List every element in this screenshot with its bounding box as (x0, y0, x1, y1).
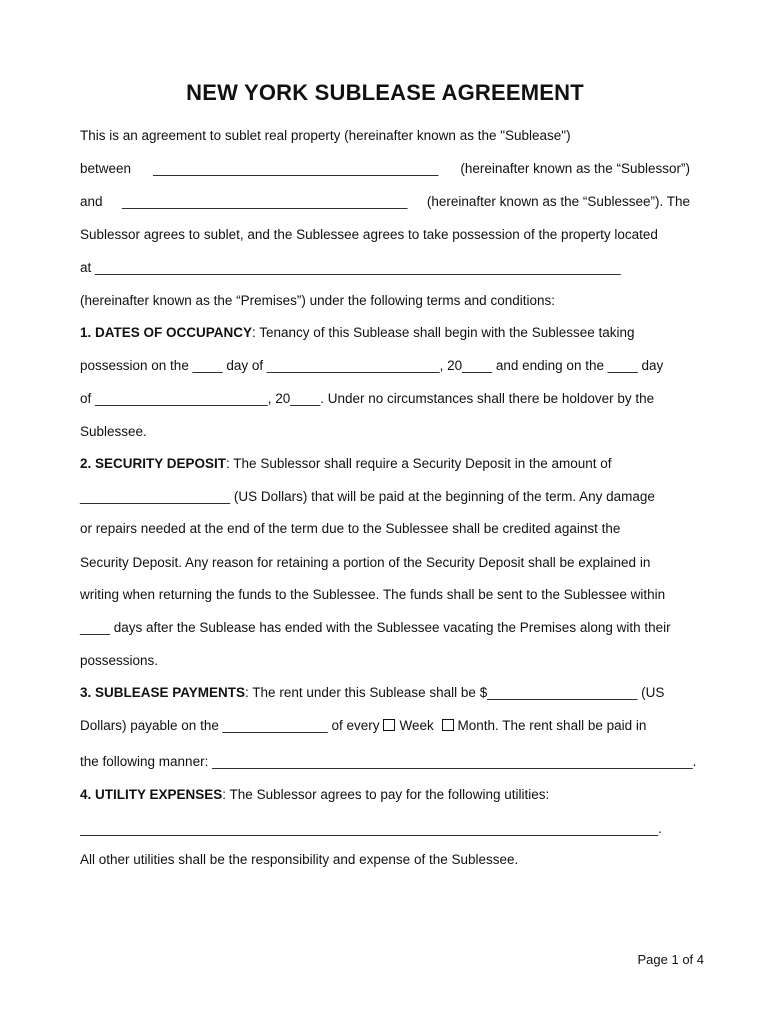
month-label: Month. The rent shall be paid in (457, 718, 647, 733)
intro-line-4: Sublessor agrees to sublet, and the Sublessee agrees to take possession of the property located (80, 227, 658, 242)
section-3-heading: 3. SUBLEASE PAYMENTS (80, 685, 246, 700)
sublessee-name-blank[interactable]: ______________________________________ (122, 194, 408, 209)
section-3-line-1 (80, 684, 690, 702)
intro-line-1: This is an agreement to sublet real property (hereinafter known as the "Sublease") (80, 128, 571, 143)
at-label: at (80, 260, 92, 275)
between-label: between (80, 161, 132, 176)
and-label: and (80, 194, 103, 209)
intro-line-2 (80, 160, 690, 178)
section-1-line-2[interactable]: possession on the ____ day of _______________________, 20____ and ending on the ____ day (80, 358, 664, 373)
page-number: Page 1 of 4 (637, 952, 704, 967)
sublessee-definition: (hereinafter known as the “Sublessee”). The (426, 194, 690, 209)
section-2-line-7: possessions. (80, 653, 159, 668)
section-2-line-6[interactable]: ____ days after the Sublease has ended with the Sublessee vacating the Premises along with their (80, 620, 671, 635)
section-4-line-1 (80, 786, 690, 804)
section-4-text: : The Sublessor agrees to pay for the following utilities: (222, 787, 550, 802)
section-1-line-1 (80, 324, 690, 342)
section-3-line-3[interactable]: the following manner: ________________________________________________________________. (80, 754, 697, 769)
section-1-line-3[interactable]: of _______________________, 20____. Under no circumstances shall there be holdover by the (80, 391, 655, 406)
intro-line-5 (80, 259, 690, 277)
week-checkbox[interactable] (383, 719, 395, 731)
section-1-heading: 1. DATES OF OCCUPANCY (80, 325, 253, 340)
intro-line-3 (80, 193, 690, 211)
property-address-blank[interactable]: ______________________________________________________________________ (95, 260, 621, 275)
payment-day-text[interactable]: Dollars) payable on the ______________ of every (80, 718, 380, 733)
section-2-line-5: writing when returning the funds to the Sublessee. The funds shall be sent to the Sublessee within (80, 587, 666, 602)
section-3-text[interactable]: : The rent under this Sublease shall be $____________________ (US (245, 685, 665, 700)
section-2-text: : The Sublessor shall require a Security Deposit in the amount of (226, 456, 612, 471)
section-2-line-1 (80, 455, 690, 473)
section-1-line-4: Sublessee. (80, 424, 147, 439)
section-2-line-2[interactable]: ____________________ (US Dollars) that will be paid at the beginning of the term. Any damage (80, 489, 655, 504)
sublessor-definition: (hereinafter known as the “Sublessor”) (460, 161, 690, 176)
month-checkbox[interactable] (442, 719, 454, 731)
section-1-text: : Tenancy of this Sublease shall begin with the Sublessee taking (252, 325, 635, 340)
intro-line-6: (hereinafter known as the “Premises”) under the following terms and conditions: (80, 293, 555, 308)
week-label: Week (399, 718, 434, 733)
section-3-line-2 (80, 717, 690, 735)
document-title: NEW YORK SUBLEASE AGREEMENT (186, 80, 584, 105)
section-2-line-4: Security Deposit. Any reason for retaining a portion of the Security Deposit shall be explained in (80, 555, 651, 570)
section-4-line-3: All other utilities shall be the responsibility and expense of the Sublessee. (80, 852, 519, 867)
section-2-heading: 2. SECURITY DEPOSIT (80, 456, 227, 471)
section-4-heading: 4. UTILITY EXPENSES (80, 787, 223, 802)
utilities-blank-line[interactable]: _____________________________________________________________________________. (80, 821, 662, 836)
section-2-line-3: or repairs needed at the end of the term due to the Sublessee shall be credited against the (80, 521, 621, 536)
sublessor-name-blank[interactable]: ______________________________________ (153, 161, 439, 176)
